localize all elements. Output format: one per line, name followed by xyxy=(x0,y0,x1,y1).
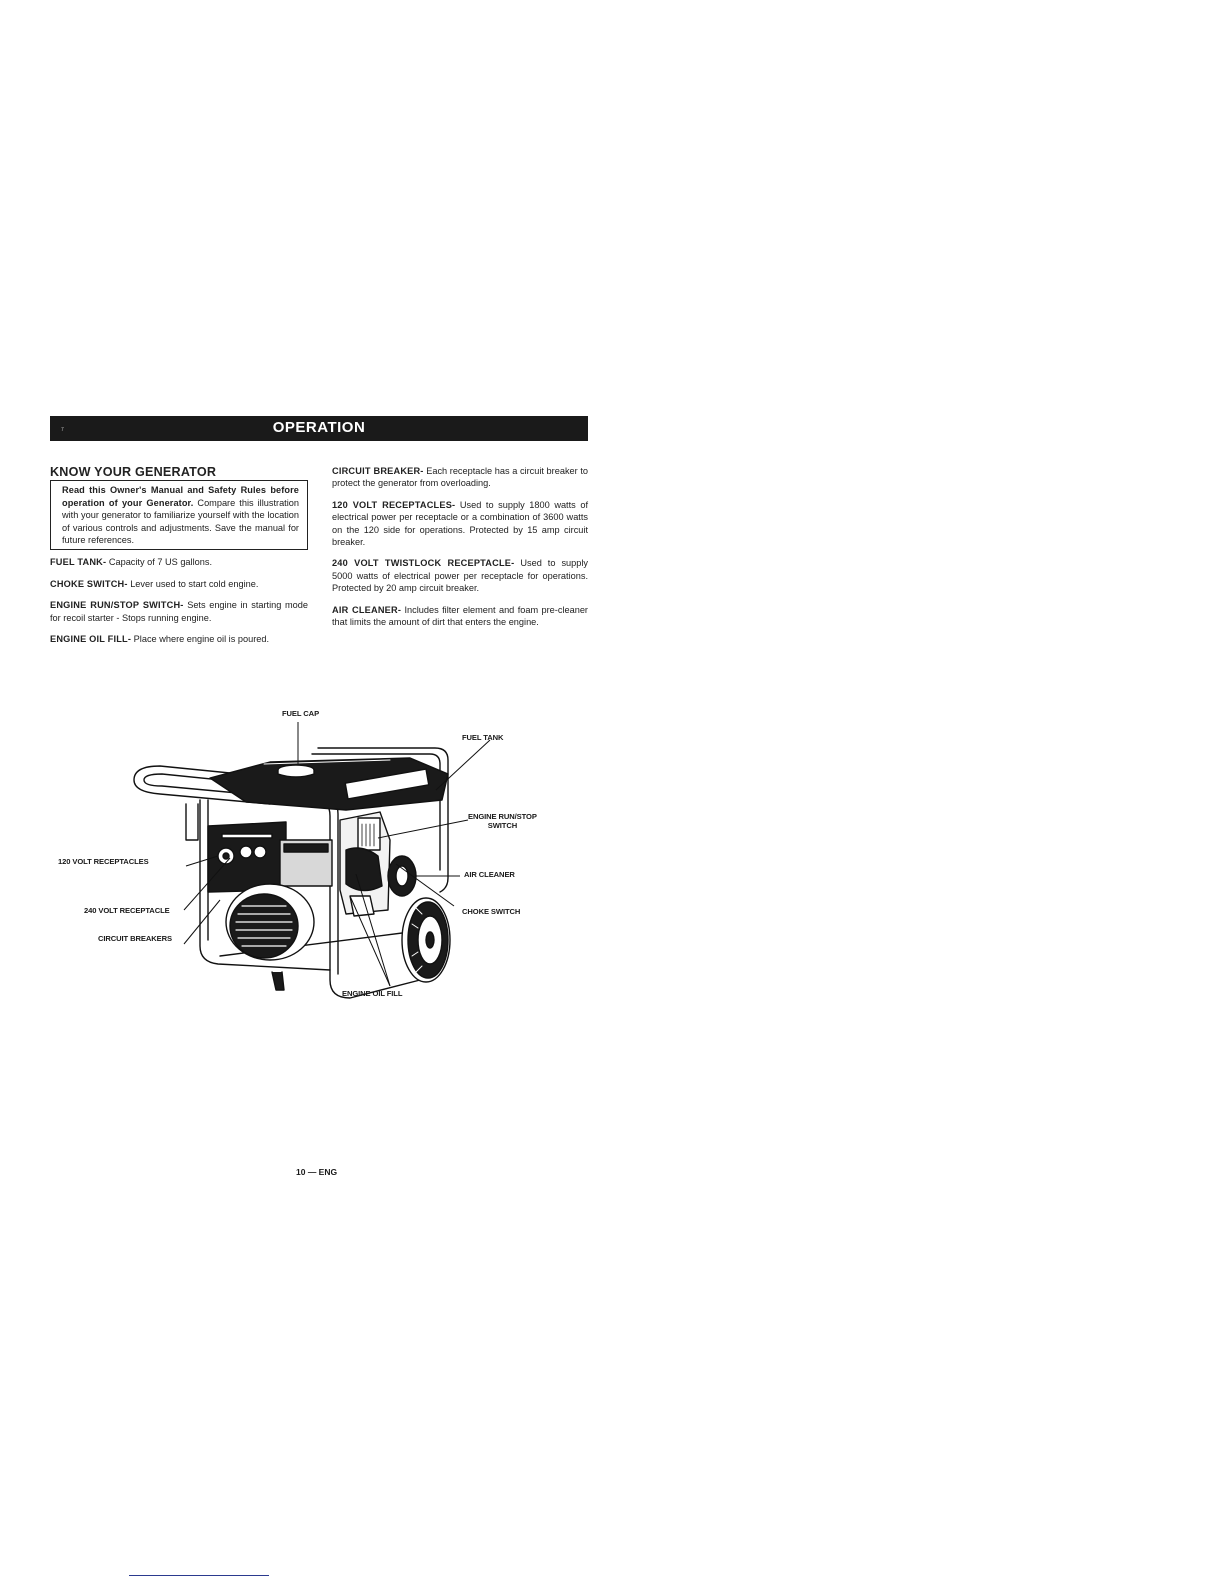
section-header-bar xyxy=(50,416,588,441)
item-engine-run-stop xyxy=(50,599,308,624)
item-text: Includes filter element and foam pre-cleaner that limits the amount of dirt that enters the engine. xyxy=(332,604,588,628)
item-term: ENGINE OIL FILL- xyxy=(50,634,132,645)
item-term: ENGINE RUN/STOP SWITCH- xyxy=(50,600,184,611)
label-fuel-tank: FUEL TANK xyxy=(462,733,504,742)
item-air-cleaner xyxy=(332,604,588,629)
item-240-volt-twistlock xyxy=(332,557,588,594)
label-engine-run-stop xyxy=(468,812,537,830)
item-engine-oil-fill xyxy=(50,633,308,645)
label-circuit-breakers: CIRCUIT BREAKERS xyxy=(98,934,172,943)
right-column xyxy=(332,465,588,637)
item-text: Sets engine in starting mode for recoil starter - Stops running engine. xyxy=(50,600,308,623)
item-text: Capacity of 7 US gallons. xyxy=(106,557,212,568)
label-engine-run-stop-line2: SWITCH xyxy=(487,821,518,830)
item-term: FUEL TANK- xyxy=(50,557,107,568)
bottom-rule xyxy=(129,1575,269,1576)
know-your-generator-heading: KNOW YOUR GENERATOR xyxy=(50,465,217,479)
section-title: OPERATION xyxy=(272,419,366,436)
item-choke-switch xyxy=(50,578,308,590)
item-term: AIR CLEANER- xyxy=(332,604,402,615)
item-text: Each receptacle has a circuit breaker to protect the generator from overloading. xyxy=(332,466,588,489)
item-circuit-breaker xyxy=(332,465,588,490)
item-fuel-tank xyxy=(50,556,308,568)
item-120-volt-receptacles xyxy=(332,499,588,549)
item-term: CHOKE SWITCH- xyxy=(50,578,128,589)
item-text: Lever used to start cold engine. xyxy=(127,578,259,589)
notice-bold: Read this Owner's Manual and Safety Rules before operation of your Generator. xyxy=(62,485,299,508)
label-engine-oil-fill: ENGINE OIL FILL xyxy=(342,989,403,998)
notice-box xyxy=(50,480,308,550)
notice-text: Compare this illustration with your generator to familiarize yourself with the location of various controls and adjustments. Save the manual for future references. xyxy=(62,497,299,546)
label-engine-run-stop-line1: ENGINE RUN/STOP xyxy=(468,812,537,821)
label-240-volt-receptacle: 240 VOLT RECEPTACLE xyxy=(84,906,170,915)
page-number: 10 — ENG xyxy=(296,1167,338,1177)
item-text: Place where engine oil is poured. xyxy=(131,634,270,645)
label-choke-switch: CHOKE SWITCH xyxy=(462,907,521,916)
label-fuel-cap: FUEL CAP xyxy=(282,709,320,718)
item-text: Used to supply 1800 watts of electrical power per receptacle or a combination of 3600 watts on the 120 side for operations. Protected by 15 amp circuit breaker. xyxy=(332,499,589,548)
left-column xyxy=(50,466,308,654)
label-120-volt-receptacles: 120 VOLT RECEPTACLES xyxy=(58,857,149,866)
generator-diagram xyxy=(50,700,590,1020)
item-term: 120 VOLT RECEPTACLES- xyxy=(332,499,456,510)
corner-mark: 7 xyxy=(61,427,64,433)
label-air-cleaner: AIR CLEANER xyxy=(464,870,515,879)
item-term: 240 VOLT TWISTLOCK RECEPTACLE- xyxy=(332,558,515,569)
item-term: CIRCUIT BREAKER- xyxy=(332,466,424,476)
item-text: Used to supply 5000 watts of electrical power per receptacle for operations. Protected by 20 amp circuit breaker. xyxy=(332,558,589,594)
